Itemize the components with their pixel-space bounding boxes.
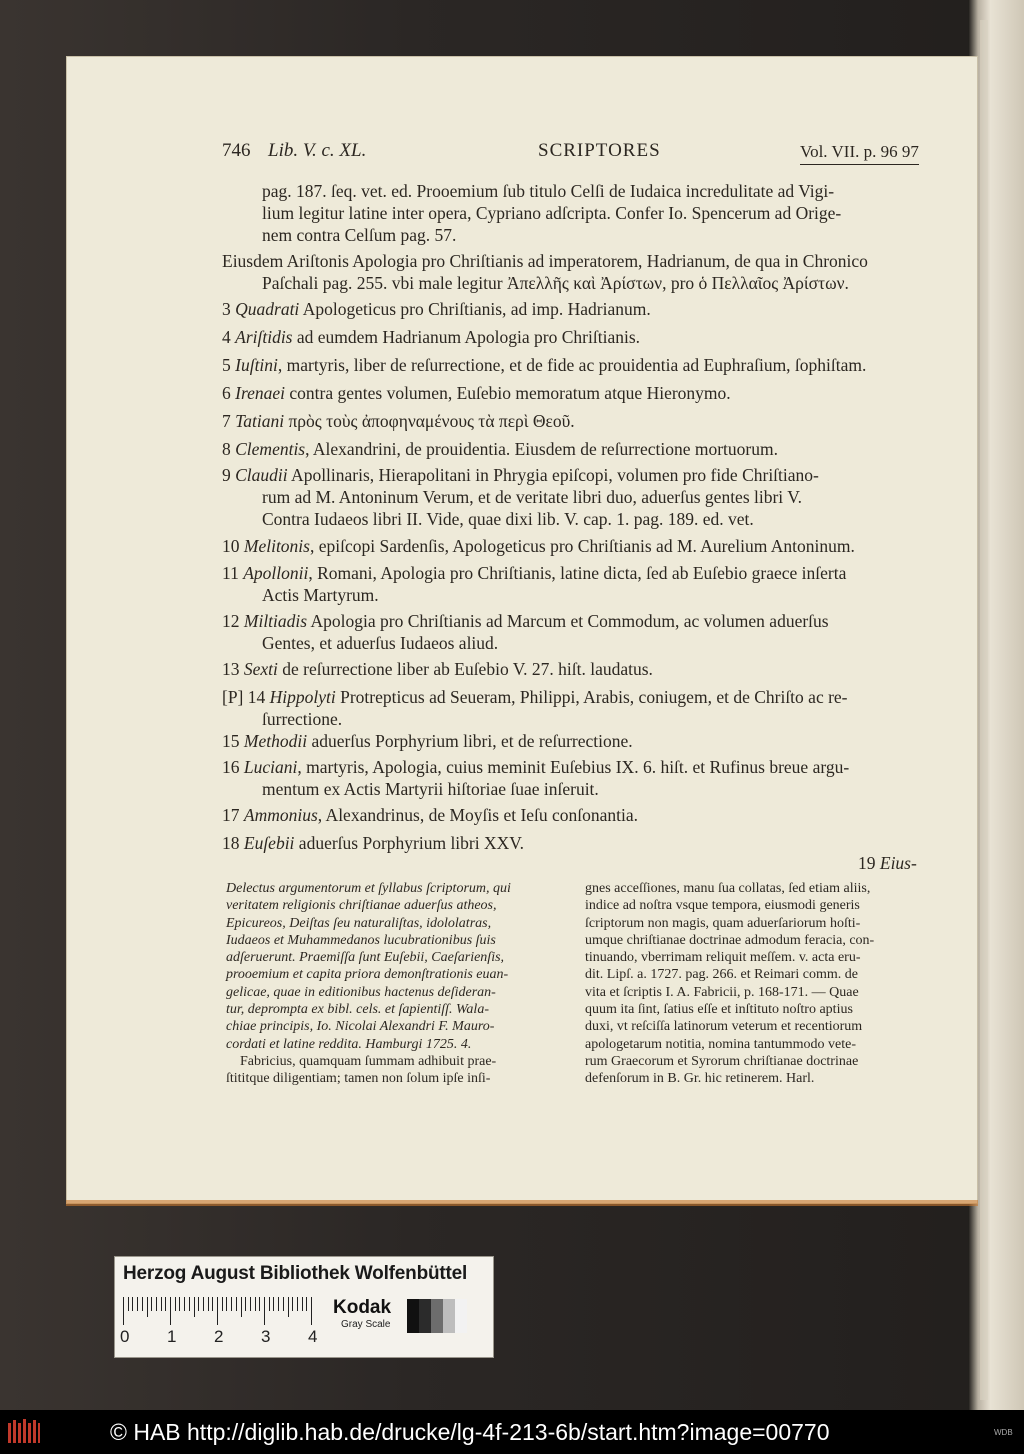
ruler-tick (241, 1297, 242, 1317)
ruler-tick (245, 1297, 246, 1311)
volume-reference: Vol. VII. p. 96 97 (800, 141, 919, 165)
body-line: 5 Iuſtini, martyris, liber de reſurrectione, et de fide ac prouidentia ad Euphraſium, ſophiſtam. (222, 355, 867, 375)
ruler-tick (236, 1297, 237, 1311)
ruler-tick (198, 1297, 199, 1311)
ruler-tick (283, 1297, 284, 1311)
ruler-tick (231, 1297, 232, 1311)
ruler-tick (302, 1297, 303, 1311)
body-line: ſurrectione. (262, 709, 343, 729)
body-line: 13 Sexti de reſurrectione liber ab Euſebio V. 27. hiſt. laudatus. (222, 659, 653, 679)
footnote-line: prooemium et capita priora demonſtrationis euan- (226, 967, 509, 983)
ruler-tick (203, 1297, 204, 1311)
footnote-line: rum Graecorum et Syrorum chriſtianae doctrinae (585, 1053, 859, 1069)
footnote-line: dit. Lipſ. a. 1727. pag. 266. et Reimari comm. de (585, 967, 858, 983)
ruler-tick (297, 1297, 298, 1311)
catchword: 19 Eius- (858, 853, 917, 873)
gray-swatch (431, 1299, 443, 1333)
ruler-tick (156, 1297, 157, 1311)
hab-logo-icon (6, 1417, 42, 1447)
ruler-tick (255, 1297, 256, 1311)
gray-scale-swatches (407, 1299, 467, 1333)
ruler-tick (189, 1297, 190, 1311)
gray-swatch (419, 1299, 431, 1333)
ruler-tick (184, 1297, 185, 1311)
ruler-tick (137, 1297, 138, 1311)
body-line: 8 Clementis, Alexandrini, de prouidentia. Eiusdem de reſurrectione mortuorum. (222, 439, 778, 459)
footnote-line: ſtititque diligentiam; tamen non ſolum ipſe inſi- (226, 1071, 491, 1087)
ruler-tick (179, 1297, 180, 1311)
page-bottom-edge (66, 1200, 978, 1206)
institution-name: Herzog August Bibliothek Wolfenbüttel (123, 1263, 468, 1284)
gray-swatch (455, 1299, 467, 1333)
page-number: 746 (222, 140, 251, 161)
ruler-tick (165, 1297, 166, 1311)
body-line: 16 Luciani, martyris, Apologia, cuius meminit Euſebius IX. 6. hiſt. et Rufinus breue argu- (222, 757, 850, 777)
footnote-line: apologetarum notitia, nomina tantummodo vete- (585, 1036, 856, 1052)
ruler-label: 0 (120, 1327, 130, 1346)
ruler-tick (132, 1297, 133, 1311)
footnote-line: ſcriptorum non magis, quam aduerſariorum hoſti- (585, 915, 861, 931)
ruler-tick (147, 1297, 148, 1317)
ruler-label: 1 (167, 1327, 177, 1346)
body-line: 3 Quadrati Apologeticus pro Chriſtianis, ad imp. Hadrianum. (222, 299, 651, 319)
body-line: 7 Tatiani πρὸς τοὺς ἀποφηναμένους τὰ περὶ Θεοῦ. (222, 411, 575, 431)
footnote-line: tur, deprompta ex bibl. cels. et ſapientiſſ. Wala- (226, 1002, 489, 1018)
body-line: lium legitur latine inter opera, Cypriano adſcripta. Confer Io. Spencerum ad Orige- (262, 203, 842, 223)
body-line: 18 Euſebii aduerſus Porphyrium libri XXV. (222, 833, 525, 853)
running-title: SCRIPTORES (538, 140, 661, 161)
body-line: Contra Iudaeos libri II. Vide, quae dixi lib. V. cap. 1. pag. 189. ed. vet. (262, 509, 754, 529)
body-line: [P] 14 Hippolyti Protrepticus ad Seueram, Philippi, Arabis, coniugem, et de Chriſto ac re- (222, 687, 848, 707)
body-line: 11 Apollonii, Romani, Apologia pro Chriſtianis, latine dicta, ſed ab Euſebio graece inſerta (222, 563, 847, 583)
footnote-line: Iudaeos et Muhammedanos lucubrationibus ſuis (226, 932, 496, 948)
ruler-tick (288, 1297, 289, 1317)
body-line: mentum ex Actis Martyrii hiſtoriae ſuae inſeruit. (262, 779, 599, 799)
ruler-tick (269, 1297, 270, 1311)
ruler-tick (259, 1297, 260, 1311)
body-line: pag. 187. ſeq. vet. ed. Prooemium ſub titulo Celſi de Iudaica incredulitate ad Vigi- (262, 181, 835, 201)
footnote-line: veritatem religionis chriſtianae aduerſus atheos, (226, 898, 497, 914)
gray-swatch (443, 1299, 455, 1333)
footnote-line: indice ad noſtra vsque tempora, eiusmodi generis (585, 898, 860, 914)
centimeter-ruler (123, 1297, 323, 1327)
footnote-line: adſeruerunt. Praemiſſa ſunt Euſebii, Caeſarienſis, (226, 950, 505, 966)
body-line: Actis Martyrum. (262, 585, 379, 605)
body-line: Paſchali pag. 255. vbi male legitur Ἀπελλῆς καὶ Ἀρίστων, pro ὁ Πελλαῖος Ἀρίστων. (262, 273, 849, 293)
footnote-line: vita et ſcriptis I. A. Fabricii, p. 168-171. — Quae (585, 984, 859, 1000)
section-reference: Lib. V. c. XL. (268, 140, 367, 161)
footnote-right-column (585, 880, 874, 1088)
body-line: rum ad M. Antoninum Verum, et de veritate libri duo, aduerſus gentes libri V. (262, 487, 802, 507)
ruler-tick (306, 1297, 307, 1311)
body-line: 4 Ariſtidis ad eumdem Hadrianum Apologia pro Chriſtianis. (222, 327, 641, 347)
body-line: 9 Claudii Apollinaris, Hierapolitani in Phrygia epiſcopi, volumen pro fide Chriſtiano- (222, 465, 819, 485)
footnote-line: chiae principis, Io. Nicolai Alexandri F. Mauro- (226, 1019, 495, 1035)
ruler-tick (175, 1297, 176, 1311)
footnote-line: umque chriſtianae doctrinae admodum feracia, con- (585, 932, 875, 948)
ruler-tick (311, 1297, 312, 1325)
ruler-tick (264, 1297, 265, 1325)
footnote-line: gelicae, quae in editionibus hactenus deſideran- (226, 984, 496, 1000)
ruler-tick (278, 1297, 279, 1311)
gray-swatch (407, 1299, 419, 1333)
footnote-line: defenſorum in B. Gr. hic retinerem. Harl. (585, 1071, 815, 1087)
ruler-tick (217, 1297, 218, 1325)
footnote-line: tinuando, vberrimam reliquit meſſem. v. acta eru- (585, 950, 861, 966)
ruler-tick (212, 1297, 213, 1311)
ruler-tick (208, 1297, 209, 1311)
ruler-label: 4 (308, 1327, 318, 1346)
footnote-left-column (226, 880, 511, 1088)
wdb-tag: WDB (994, 1428, 1013, 1437)
footnote-line: Fabricius, quamquam ſummam adhibuit prae- (240, 1053, 497, 1069)
ruler-tick (273, 1297, 274, 1311)
ruler-tick (226, 1297, 227, 1311)
ruler-tick (194, 1297, 195, 1317)
source-url[interactable]: © HAB http://diglib.hab.de/drucke/lg-4f-213-6b/start.htm?image=00770 (110, 1419, 830, 1445)
facing-page-strip (980, 20, 988, 1400)
footnote-line: duxi, vt reſciſſa latinorum veterum et recentiorum (585, 1019, 863, 1035)
footnote-line: quum ita ſint, ſatius eſſe et inſtituto noſtro aptius (585, 1002, 853, 1018)
footnote-line: gnes acceſſiones, manu ſua collatas, ſed etiam aliis, (585, 881, 871, 896)
body-line: 17 Ammonius, Alexandrinus, de Moyſis et Ieſu conſonantia. (222, 805, 639, 825)
footnote-line: Delectus argumentorum et ſyllabus ſcriptorum, qui (226, 881, 511, 896)
footnote-line: Epicureos, Deiſtas ſeu naturaliſtas, idololatras, (226, 915, 492, 931)
body-line: 10 Melitonis, epiſcopi Sardenſis, Apologeticus pro Chriſtianis ad M. Aurelium Antoninum. (222, 536, 855, 556)
body-line: Eiusdem Ariſtonis Apologia pro Chriſtianis ad imperatorem, Hadrianum, de qua in Chronico (222, 251, 868, 271)
color-calibration-chart (114, 1256, 494, 1358)
body-line: 12 Miltiadis Apologia pro Chriſtianis ad Marcum et Commodum, ac volumen aduerſus (222, 611, 829, 631)
footnote-line: cordati et latine reddita. Hamburgi 1725. 4. (226, 1036, 472, 1052)
ruler-tick (161, 1297, 162, 1311)
ruler-tick (292, 1297, 293, 1311)
ruler-tick (250, 1297, 251, 1311)
body-line: 6 Irenaei contra gentes volumen, Euſebio memoratum atque Hieronymo. (222, 383, 731, 403)
ruler-tick (151, 1297, 152, 1311)
ruler-tick (170, 1297, 171, 1325)
ruler-tick (128, 1297, 129, 1311)
body-line: Gentes, et aduerſus Iudaeos aliud. (262, 633, 499, 653)
ruler-tick (123, 1297, 124, 1325)
gray-scale-label: Gray Scale (341, 1319, 391, 1330)
ruler-tick (142, 1297, 143, 1311)
body-line: nem contra Celſum pag. 57. (262, 225, 457, 245)
ruler-tick (222, 1297, 223, 1311)
kodak-logo: Kodak (333, 1297, 392, 1318)
ruler-label: 2 (214, 1327, 224, 1346)
ruler-label: 3 (261, 1327, 271, 1346)
body-line: 15 Methodii aduerſus Porphyrium libri, et de reſurrectione. (222, 731, 633, 751)
